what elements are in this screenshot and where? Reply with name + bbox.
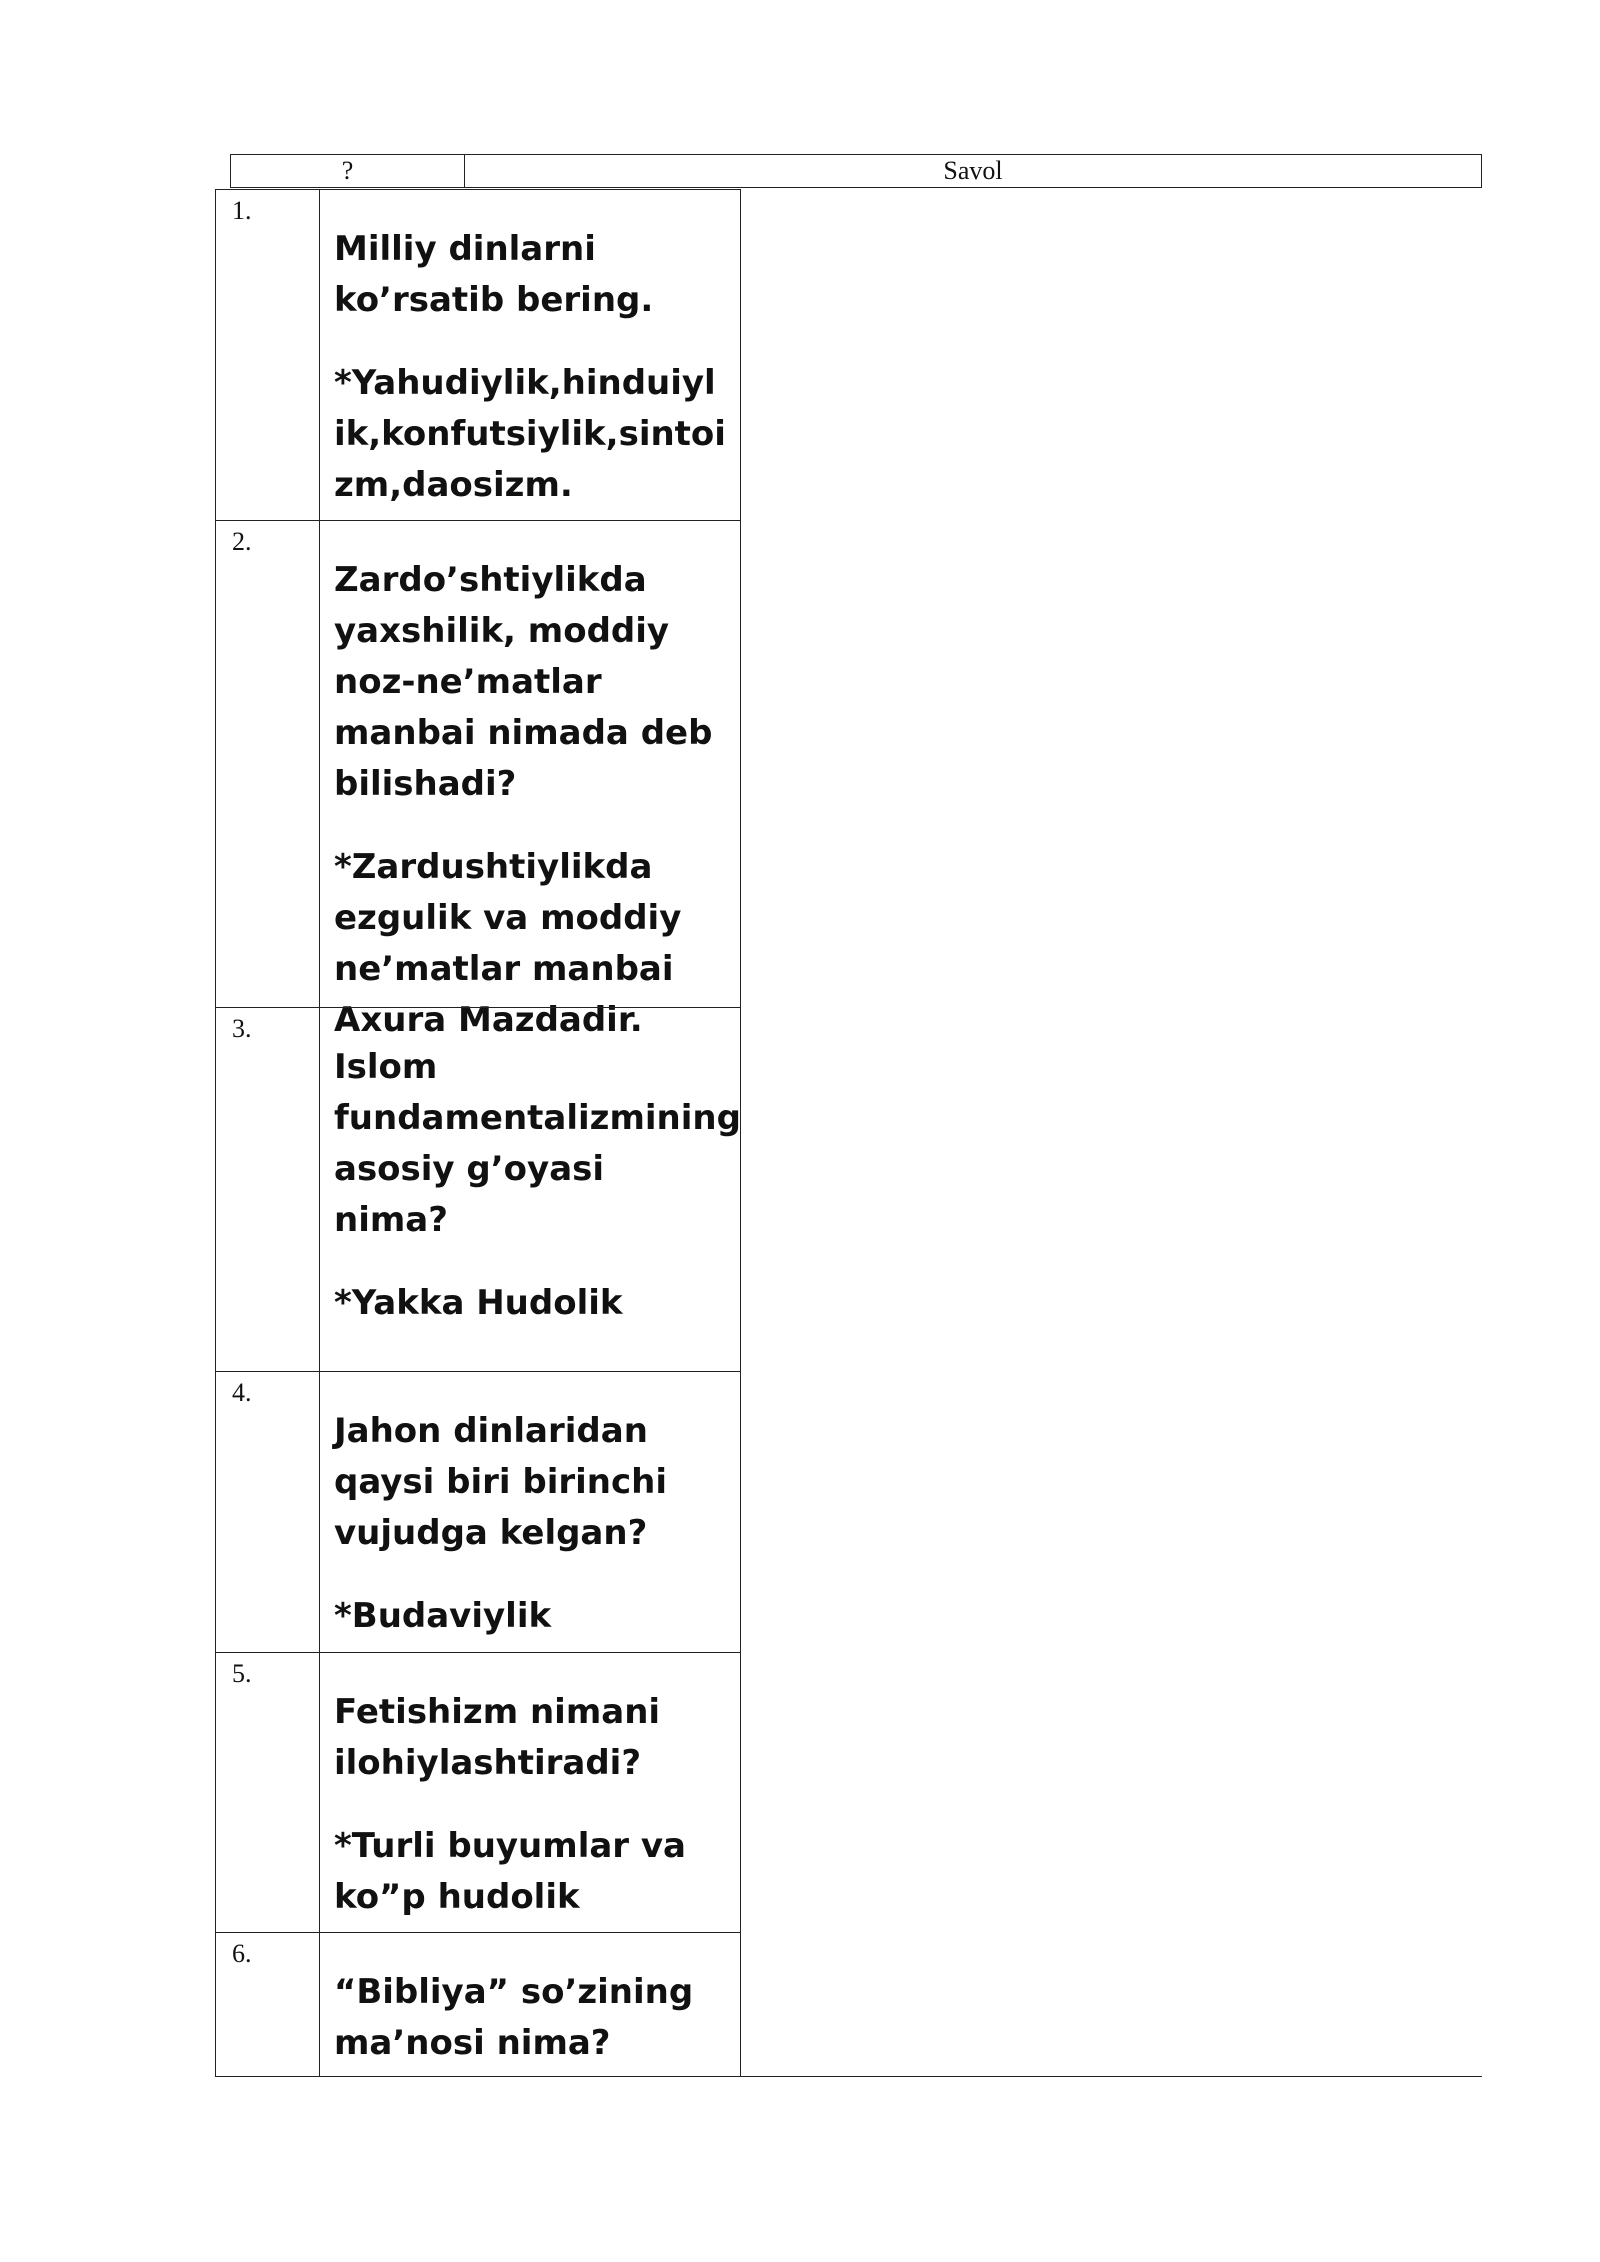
question-text: Zardo’shtiylikda yaxshilik, moddiy noz-ne’matlar manbai nimada deb bilishadi? <box>334 560 713 804</box>
table-row <box>215 1652 1482 1932</box>
question-text: Islom fundamentalizmining asosiy g’oyasi nima? <box>334 1047 741 1240</box>
table-row <box>215 1371 1482 1652</box>
answer-text: *Zardushtiylikda ezgulik va moddiy ne’matlar manbai Axura Mazdadir. <box>334 847 682 1040</box>
answer-text: *Turli buyumlar va ko”p hudolik <box>334 1826 687 1917</box>
question-text: Fetishizm nimani ilohiylashtiradi? <box>334 1692 661 1783</box>
question-text: Milliy dinlarni ko’rsatib bering. <box>334 229 654 320</box>
answer-text: *Yahudiylik,hinduiylik,konfutsiylik,sintoizm,daosizm. <box>334 363 726 505</box>
row-content <box>320 1371 741 1652</box>
header-question-cell: Savol <box>943 156 1003 185</box>
row-content <box>320 520 741 1040</box>
question-text: “Bibliya” so’zining ma’nosi nima? <box>334 1972 694 2063</box>
table-row <box>215 1932 1482 2076</box>
table-header <box>230 154 1482 188</box>
table-row <box>215 189 1482 520</box>
row-content <box>320 189 741 520</box>
row-content <box>320 1932 741 2076</box>
answer-text: *Yakka Hudolik <box>334 1283 623 1323</box>
row-number: 6. <box>215 1932 320 2076</box>
row-number: 4. <box>215 1371 320 1652</box>
row-number: 1. <box>215 189 320 520</box>
row-number: 5. <box>215 1652 320 1932</box>
table-bottom-border <box>215 2076 1482 2077</box>
answer-text: *Budaviylik <box>334 1596 552 1636</box>
table-row <box>215 520 1482 1040</box>
row-number: 3. <box>215 1007 320 1371</box>
row-content <box>320 1652 741 1932</box>
questions-table <box>215 189 1482 2076</box>
row-number: 2. <box>215 520 320 1007</box>
table-row <box>215 1007 1482 1371</box>
header-number-cell: ? <box>231 155 465 187</box>
question-text: Jahon dinlaridan qaysi biri birinchi vujudga kelgan? <box>334 1411 668 1553</box>
row-content <box>320 1007 741 1371</box>
